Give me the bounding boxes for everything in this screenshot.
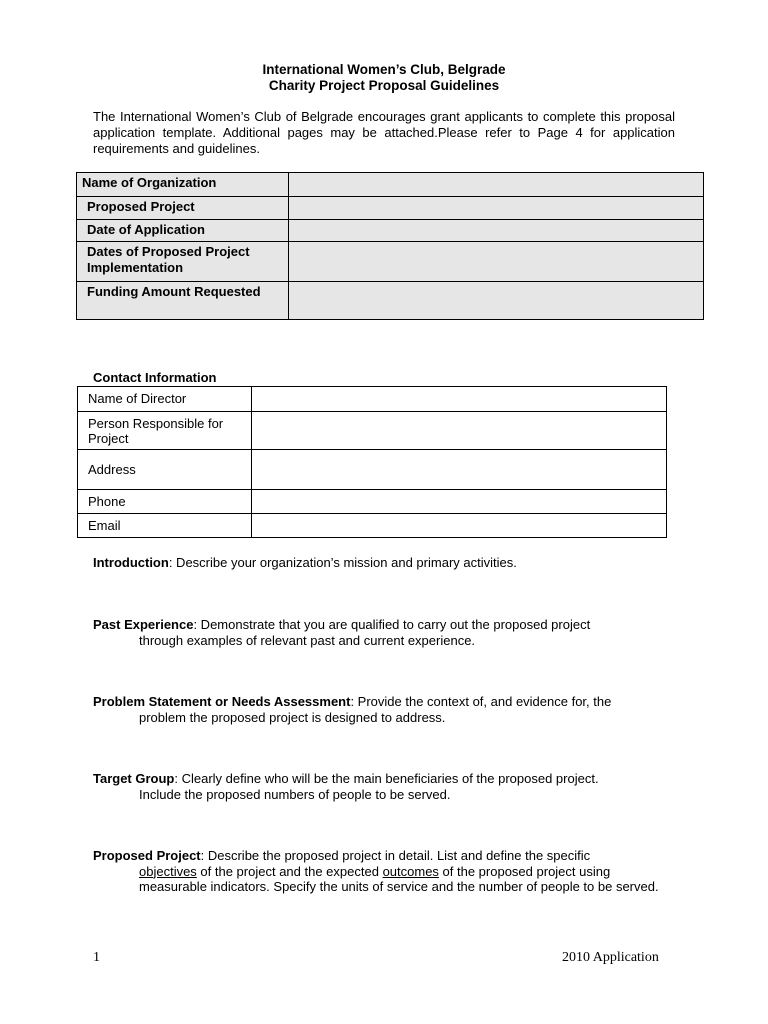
organization-table — [76, 172, 704, 320]
contact-value-phone[interactable] — [252, 490, 667, 514]
contact-value-director[interactable] — [252, 387, 667, 412]
org-label-funding: Funding Amount Requested — [77, 282, 289, 320]
org-value-name[interactable] — [289, 173, 704, 197]
org-label-date: Date of Application — [77, 220, 289, 242]
proposed-project-text: : Describe the proposed project in detail. List and define the specific — [200, 848, 591, 863]
section-problem-statement — [93, 694, 683, 725]
target-group-text-continued: Include the proposed numbers of people to be served. — [139, 786, 451, 802]
proposed-project-label: Proposed Project — [93, 848, 201, 863]
section-proposed-project — [93, 848, 683, 895]
org-value-date[interactable] — [289, 220, 704, 242]
proposed-project-text-line2: objectives of the project and the expected outcomes of the proposed project using — [139, 863, 611, 879]
past-experience-text-continued: through examples of relevant past and current experience. — [139, 632, 476, 648]
section-past-experience — [93, 617, 683, 648]
introduction-label: Introduction — [93, 555, 169, 570]
proposed-project-text-line3: measurable indicators. Specify the units of service and the number of people to be served. — [139, 879, 659, 894]
problem-statement-text-continued: problem the proposed project is designed to address. — [139, 709, 446, 725]
contact-label-director: Name of Director — [78, 387, 252, 412]
document-title: International Women’s Club, Belgrade — [262, 62, 506, 77]
org-label-name: Name of Organization — [77, 173, 289, 197]
org-value-funding[interactable] — [289, 282, 704, 320]
outcomes-word: outcomes — [382, 863, 439, 879]
contact-label-phone: Phone — [78, 490, 252, 514]
org-label-project: Proposed Project — [77, 197, 289, 220]
problem-statement-text: : Provide the context of, and evidence for, the — [350, 694, 612, 709]
section-introduction — [93, 555, 683, 571]
objectives-word: objectives — [139, 863, 197, 879]
org-value-project[interactable] — [289, 197, 704, 220]
problem-statement-label: Problem Statement or Needs Assessment — [93, 694, 351, 709]
target-group-label: Target Group — [93, 771, 175, 786]
target-group-text: : Clearly define who will be the main beneficiaries of the proposed project. — [174, 771, 599, 786]
past-experience-label: Past Experience — [93, 617, 194, 632]
contact-table — [77, 386, 667, 538]
intro-paragraph: The International Women’s Club of Belgrade encourages grant applicants to complete this proposal application template. Additional pages may be attached.Please refer to Page 4 for application requirements and guidelines. — [93, 109, 675, 156]
past-experience-text: : Demonstrate that you are qualified to carry out the proposed project — [193, 617, 591, 632]
document-subtitle: Charity Project Proposal Guidelines — [268, 78, 500, 93]
contact-label-email: Email — [78, 514, 252, 538]
org-value-implementation-dates[interactable] — [289, 242, 704, 282]
page-number: 1 — [93, 950, 100, 965]
contact-value-person-responsible[interactable] — [252, 412, 667, 450]
section-target-group — [93, 771, 683, 802]
contact-label-address: Address — [78, 450, 252, 490]
introduction-text: : Describe your organization’s mission and primary activities. — [168, 555, 517, 570]
org-label-implementation-dates: Dates of Proposed Project Implementation — [77, 242, 289, 282]
contact-label-person-responsible: Person Responsible for Project — [78, 412, 252, 450]
footer-label: 2010 Application — [562, 950, 659, 965]
contact-value-address[interactable] — [252, 450, 667, 490]
contact-value-email[interactable] — [252, 514, 667, 538]
contact-heading: Contact Information — [93, 370, 217, 385]
